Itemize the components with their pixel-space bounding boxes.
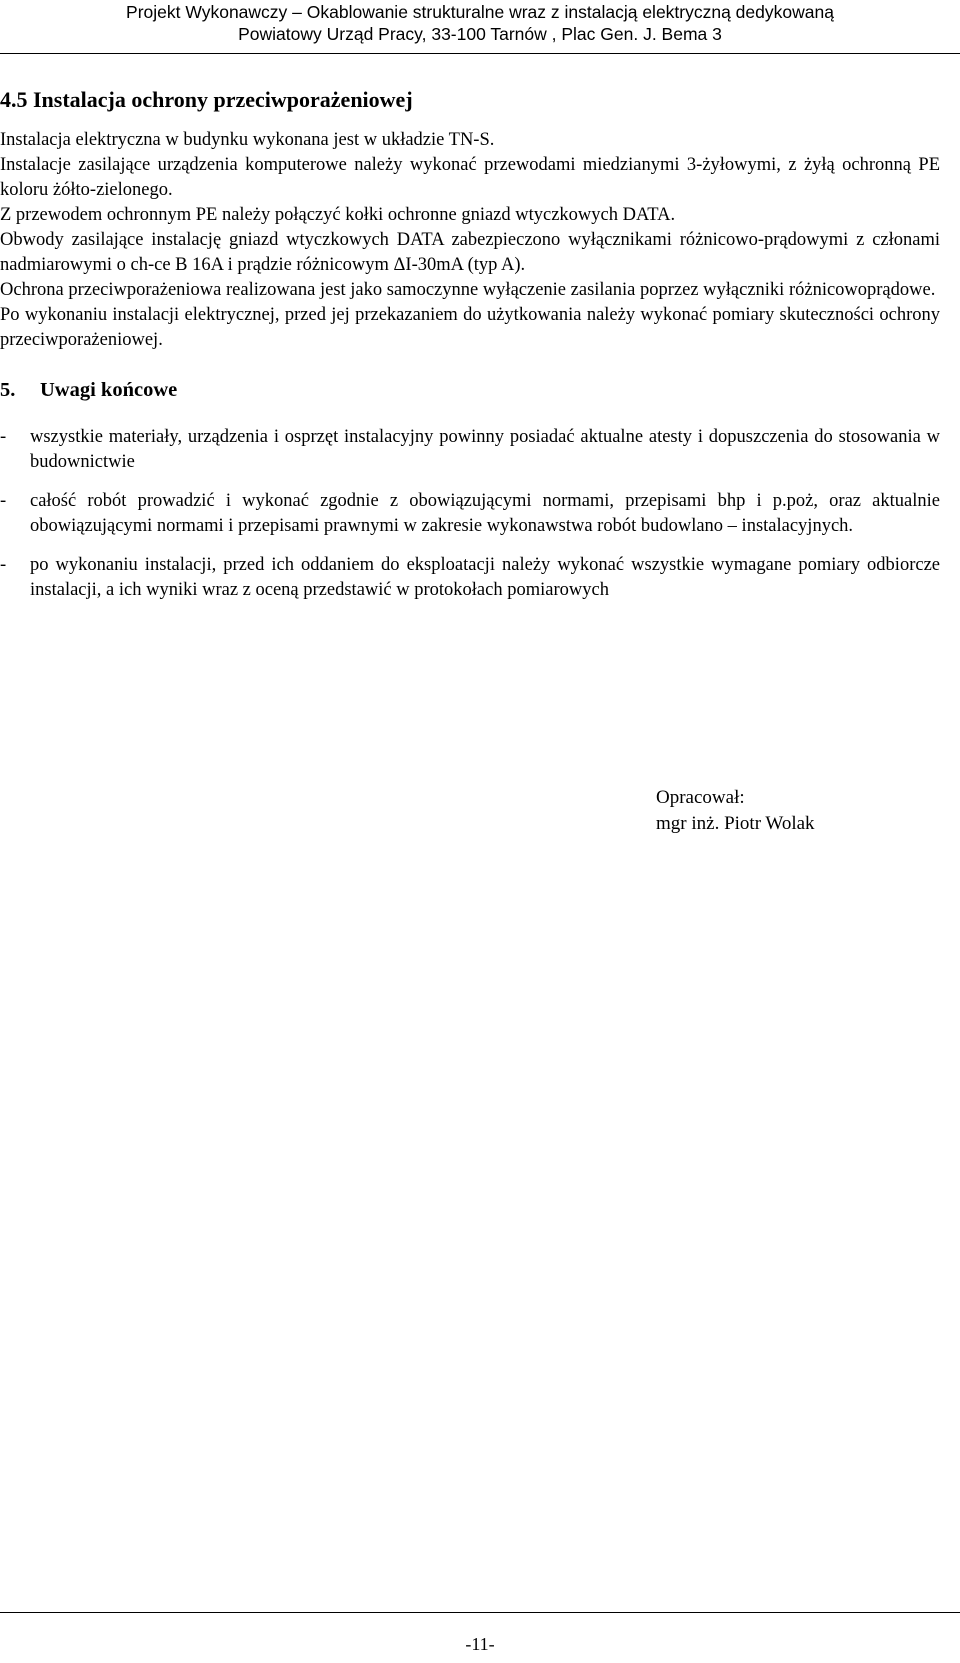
paragraph-measurements: Po wykonaniu instalacji elektrycznej, przed jej przekazaniem do użytkowania należy wykonać pomiary skuteczności ochrony przeciwporażeniowej. xyxy=(0,305,940,350)
document-body xyxy=(0,86,940,617)
signature-block xyxy=(656,785,815,837)
list-dash: - xyxy=(0,555,7,575)
section-5-heading xyxy=(0,377,940,403)
list-item xyxy=(0,425,940,475)
section-5-number: 5. xyxy=(0,379,16,401)
signature-name: mgr inż. Piotr Wolak xyxy=(656,813,815,834)
paragraph-power-cables: Instalacje zasilające urządzenia komputerowe należy wykonać przewodami miedzianymi 3-żyłowymi, z żyłą ochronną PE koloru żółto-zielonego. xyxy=(0,155,940,200)
paragraph-circuit-protection: Obwody zasilające instalację gniazd wtyczkowych DATA zabezpieczono wyłącznikami różnicowo-prądowymi z członami nadmiarowymi o ch-ce B 16A i prądzie różnicowym ΔI-30mA (typ A). xyxy=(0,230,940,275)
list-item xyxy=(0,489,940,539)
header-address: Powiatowy Urząd Pracy, 33-100 Tarnów , Plac Gen. J. Bema 3 xyxy=(238,24,722,44)
paragraph-pe-conductor: Z przewodem ochronnym PE należy połączyć kołki ochronne gniazd wtyczkowych DATA. xyxy=(0,205,676,225)
footer-divider xyxy=(0,1612,960,1613)
page-number: -11- xyxy=(465,1634,495,1654)
page-header xyxy=(0,0,960,45)
paragraph-protection-method: Ochrona przeciwporażeniowa realizowana jest jako samoczynne wyłączenie zasilania poprzez wyłączniki różnicowoprądowe. xyxy=(0,280,936,300)
section-4-5-heading: 4.5 Instalacja ochrony przeciwporażeniowej xyxy=(0,87,413,112)
list-dash: - xyxy=(0,427,7,447)
section-5-title: Uwagi końcowe xyxy=(40,379,178,401)
list-dash: - xyxy=(0,491,7,511)
list-item-text: po wykonaniu instalacji, przed ich oddaniem do eksploatacji należy wykonać wszystkie wymagane pomiary odbiorcze instalacji, a ich wyniki wraz z oceną przedstawić w protokołach pomiarowych xyxy=(30,555,940,600)
paragraph-tn-s: Instalacja elektryczna w budynku wykonana jest w układzie TN-S. xyxy=(0,130,495,150)
list-item xyxy=(0,553,940,603)
header-project-title: Projekt Wykonawczy – Okablowanie strukturalne wraz z instalacją elektryczną dedykowaną xyxy=(126,2,834,22)
list-item-text: wszystkie materiały, urządzenia i osprzęt instalacyjny powinny posiadać aktualne atesty i dopuszczenia do stosowania w budownictwie xyxy=(30,427,940,472)
header-divider xyxy=(0,53,960,54)
signature-label: Opracował: xyxy=(656,787,745,808)
list-item-text: całość robót prowadzić i wykonać zgodnie z obowiązującymi normami, przepisami bhp i p.poż, oraz aktualnie obowiązującymi normami i przepisami prawnymi w zakresie wykonawstwa robót budowlano – instalacyjnych. xyxy=(30,491,940,536)
